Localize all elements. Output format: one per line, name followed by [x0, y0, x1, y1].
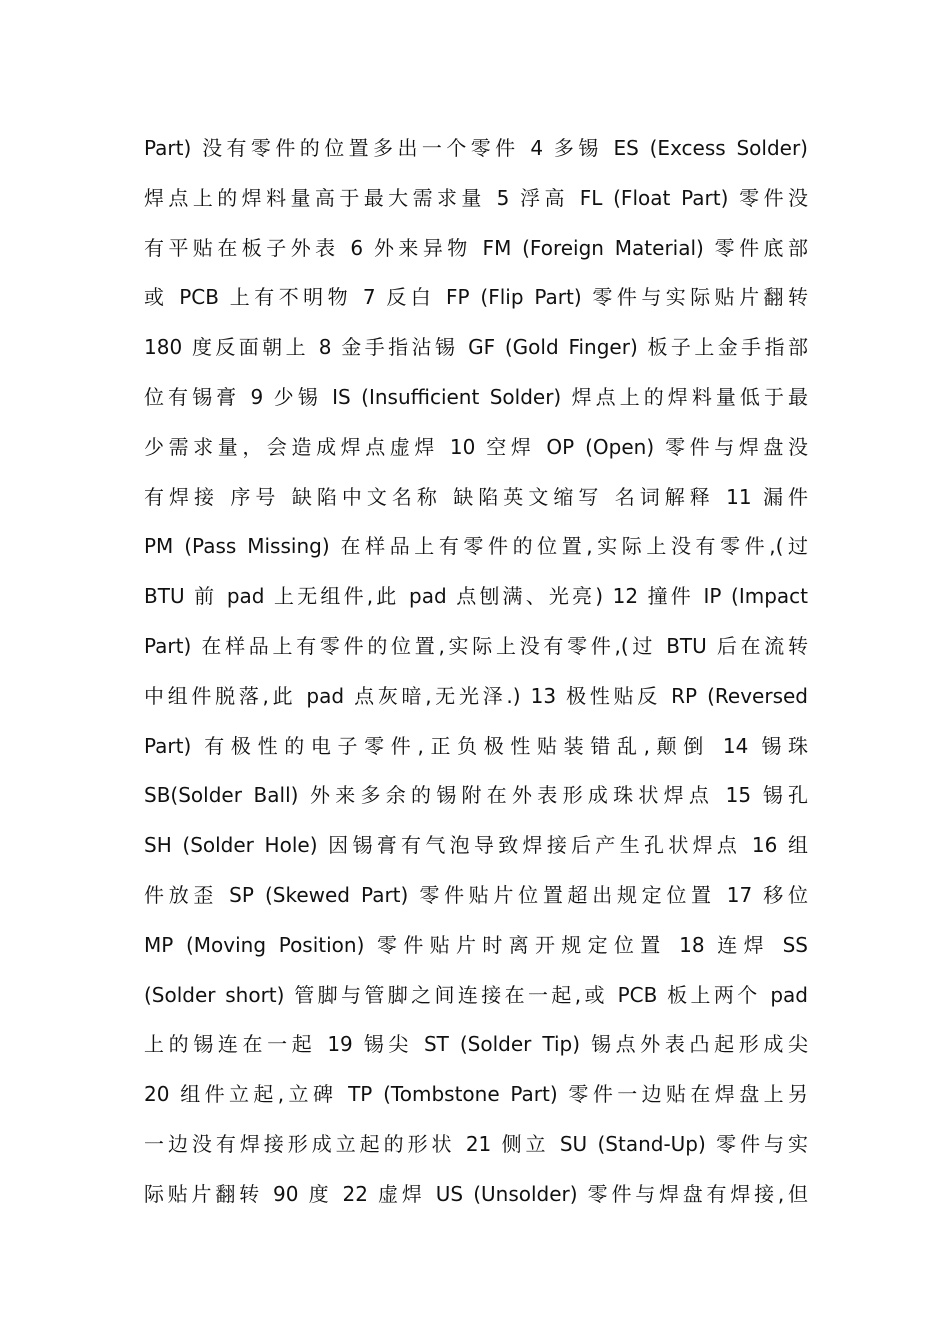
text-line: 位有锡膏 9 少锡 IS (Insufficient Solder) 焊点上的焊料量低于最	[144, 384, 808, 409]
text-line: 有焊接 序号 缺陷中文名称 缺陷英文缩写 名词解释 11 漏件	[144, 484, 808, 509]
text-line: Part) 在样品上有零件的位置,实际上没有零件,(过 BTU 后在流转	[144, 633, 808, 658]
text-line: Part) 有极性的电子零件,正负极性贴装错乱,颠倒 14 锡珠	[144, 733, 808, 758]
text-line: 上的锡连在一起 19 锡尖 ST (Solder Tip) 锡点外表凸起形成尖	[144, 1032, 808, 1057]
text-line: PM (Pass Missing) 在样品上有零件的位置,实际上没有零件,(过	[144, 534, 808, 559]
text-line: 中组件脱落,此 pad 点灰暗,无光泽.) 13 极性贴反 RP (Reversed	[144, 683, 808, 708]
text-line: BTU 前 pad 上无组件,此 pad 点刨满、光亮) 12 撞件 IP (Impact	[144, 584, 808, 609]
text-line: 少需求量，会造成焊点虚焊 10 空焊 OP (Open) 零件与焊盘没	[144, 434, 808, 459]
body-text	[144, 124, 808, 1220]
text-line: (Solder short) 管脚与管脚之间连接在一起,或 PCB 板上两个 pad	[144, 982, 808, 1007]
text-line: 际贴片翻转 90 度 22 虚焊 US (Unsolder) 零件与焊盘有焊接,但	[144, 1181, 808, 1206]
text-line: 180 度反面朝上 8 金手指沾锡 GF (Gold Finger) 板子上金手指部	[144, 335, 808, 360]
text-line: SB(Solder Ball) 外来多余的锡附在外表形成珠状焊点 15 锡孔	[144, 783, 808, 808]
text-line: 一边没有焊接形成立起的形状 21 侧立 SU (Stand-Up) 零件与实	[144, 1131, 808, 1156]
text-line: 有平贴在板子外表 6 外来异物 FM (Foreign Material) 零件底部	[144, 235, 808, 260]
text-line: 件放歪 SP (Skewed Part) 零件贴片位置超出规定位置 17 移位	[144, 882, 808, 907]
text-line: Part) 没有零件的位置多出一个零件 4 多锡 ES (Excess Solder)	[144, 136, 808, 160]
text-line: MP (Moving Position) 零件贴片时离开规定位置 18 连焊 SS	[144, 932, 808, 957]
text-line: 焊点上的焊料量高于最大需求量 5 浮高 FL (Float Part) 零件没	[144, 185, 808, 210]
text-line: 20 组件立起,立碑 TP (Tombstone Part) 零件一边贴在焊盘上另	[144, 1082, 808, 1107]
text-line: 或 PCB 上有不明物 7 反白 FP (Flip Part) 零件与实际贴片翻转	[144, 285, 808, 310]
text-line: SH (Solder Hole) 因锡膏有气泡导致焊接后产生孔状焊点 16 组	[144, 833, 808, 858]
